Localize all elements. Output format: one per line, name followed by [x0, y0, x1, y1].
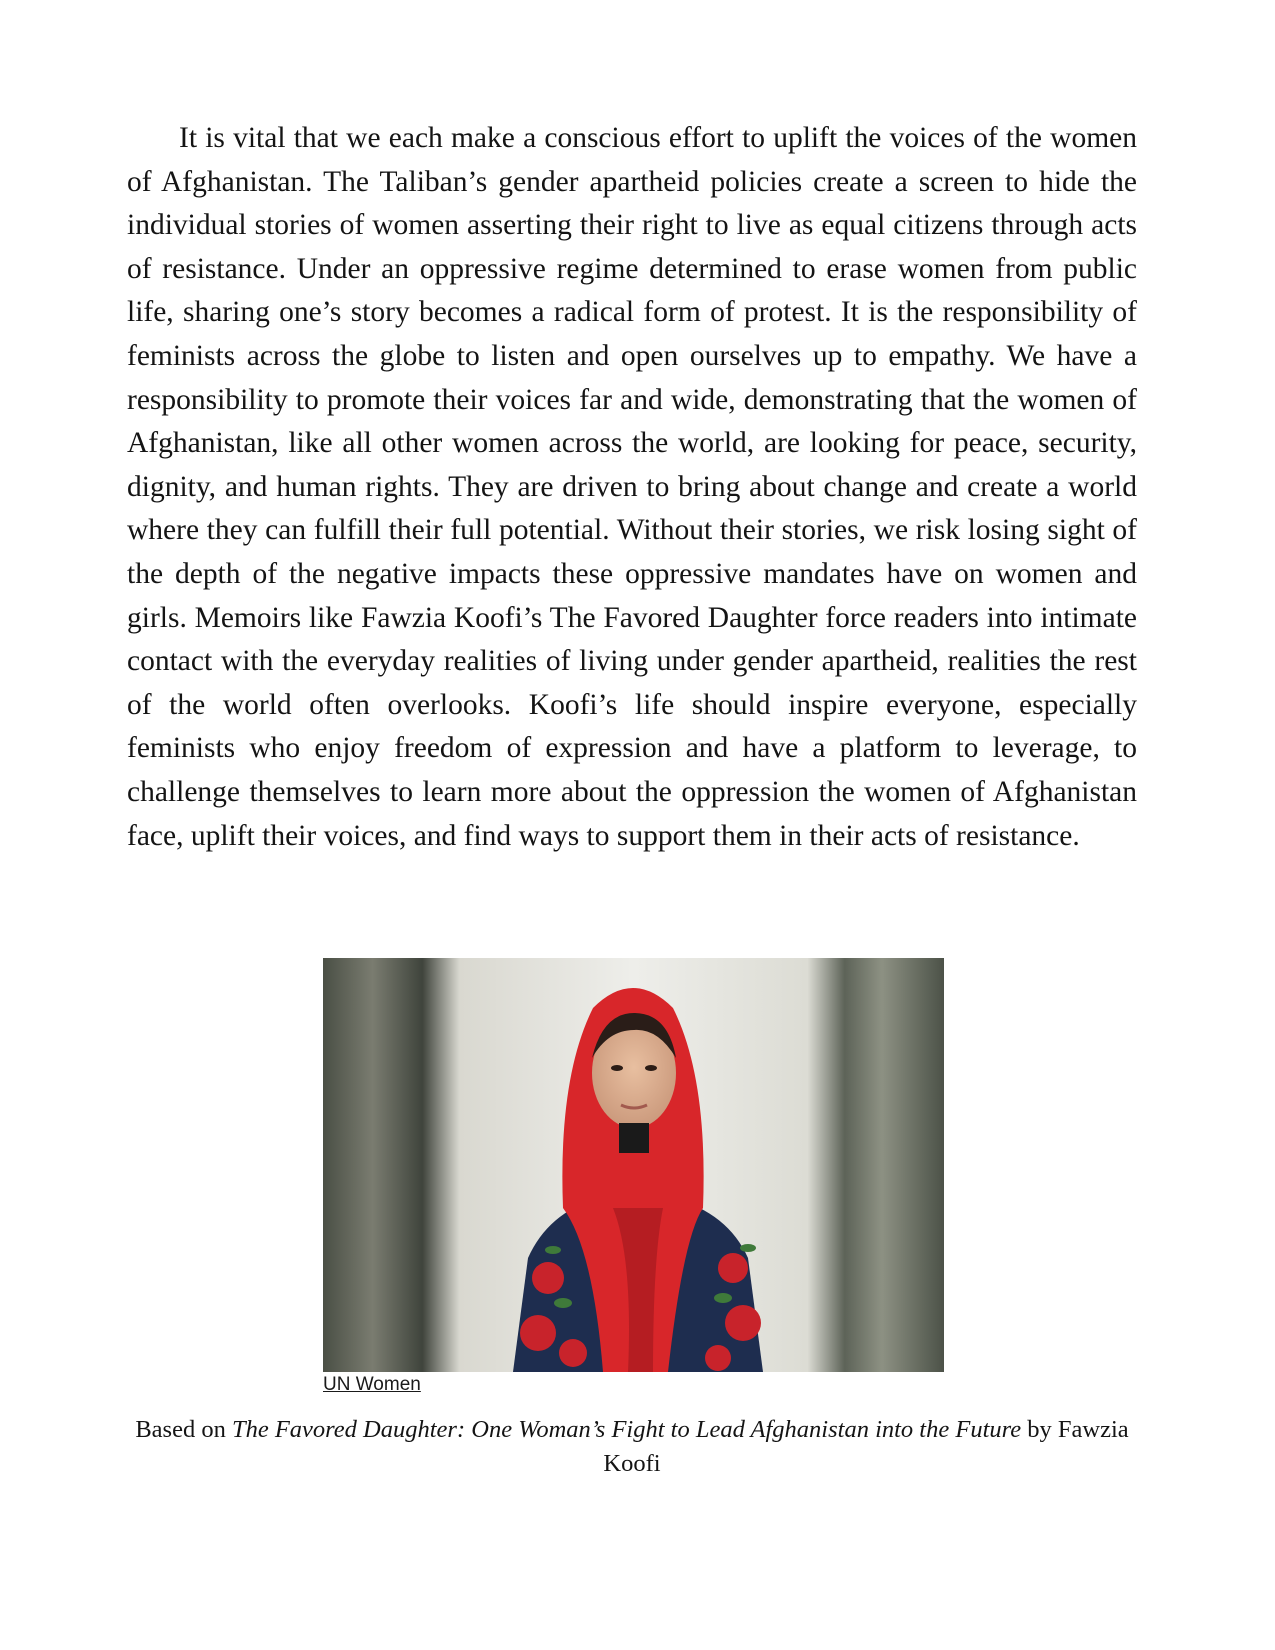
caption-suffix: by Fawzia Koofi	[603, 1416, 1129, 1477]
body-paragraph: It is vital that we each make a conscious effort to uplift the voices of the women of Afghanistan. The Taliban’s gender apartheid policies create a screen to hide the individual stories of women asserting their right to live as equal citizens through acts of resistance. Under an oppressive regime determined to erase women from public life, sharing one’s story becomes a radical form of protest. It is the responsibility of feminists across the globe to listen and open ourselves up to empathy. We have a responsibility to promote their voices far and wide, demonstrating that the women of Afghanistan, like all other women across the world, are looking for peace, security, dignity, and human rights. They are driven to bring about change and create a world where they can fulfill their full potential. Without their stories, we risk losing sight of the depth of the negative impacts these oppressive mandates have on women and girls. Memoirs like Fawzia Koofi’s The Favored Daughter force readers into intimate contact with the everyday realities of living under gender apartheid, realities the rest of the world often overlooks. Koofi’s life should inspire everyone, especially feminists who enjoy freedom of expression and have a platform to leverage, to challenge themselves to learn more about the oppression the women of Afghanistan face, uplift their voices, and find ways to support them in their acts of resistance.	[127, 122, 1137, 852]
caption-prefix: Based on	[135, 1416, 232, 1443]
portrait-illustration	[323, 958, 944, 1372]
portrait-photo	[323, 958, 944, 1372]
photo-caption	[127, 1413, 1137, 1481]
caption-book-title: The Favored Daughter: One Woman’s Fight to Lead Afghanistan into the Future	[231, 1416, 1022, 1443]
photo-credit-link[interactable]: UN Women	[323, 1374, 421, 1395]
